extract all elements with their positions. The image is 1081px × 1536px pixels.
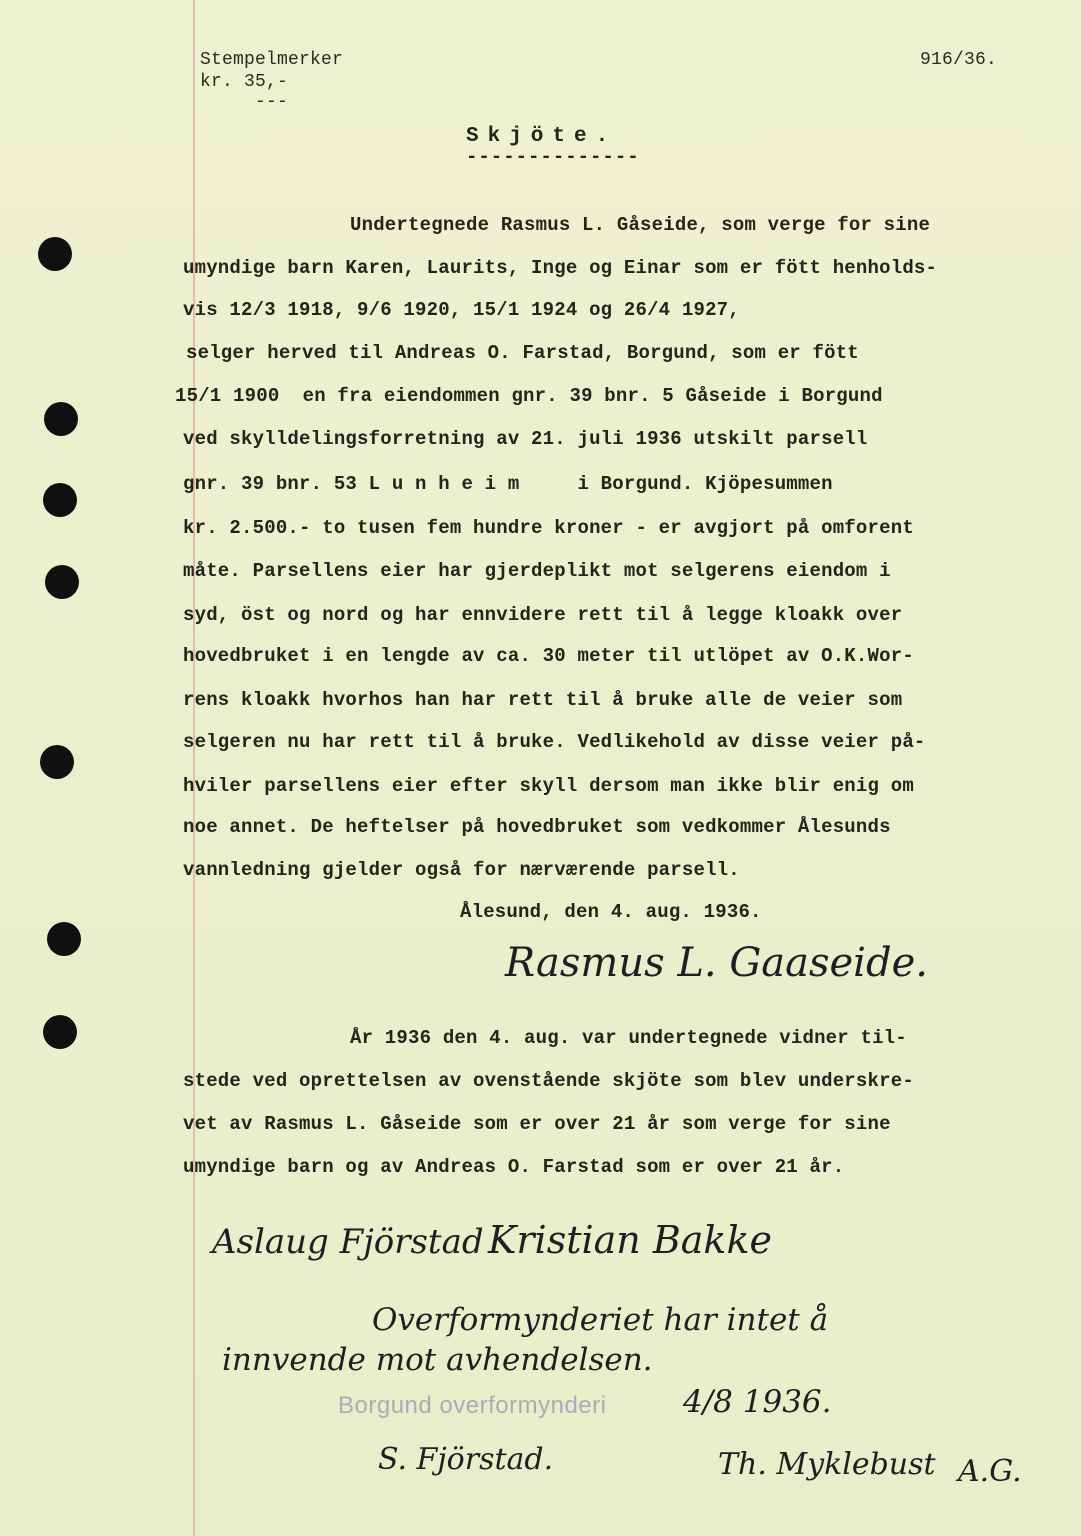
punch-hole	[38, 237, 72, 271]
margin-rule-line	[193, 0, 195, 1536]
body-line: umyndige barn Karen, Laurits, Inge og Einar som er fött henholds-	[183, 257, 938, 279]
witness-line: stede ved oprettelsen av ovenstående skjöte som blev underskre-	[183, 1070, 914, 1092]
punch-hole	[43, 1015, 77, 1049]
body-line: hviler parsellens eier efter skyll dersom man ikke blir enig om	[183, 775, 914, 797]
punch-hole	[40, 745, 74, 779]
body-line: selger herved til Andreas O. Farstad, Borgund, som er fött	[186, 342, 859, 364]
witness-line: vet av Rasmus L. Gåseide som er over 21 år som verge for sine	[183, 1113, 891, 1135]
body-line: ved skylldelingsforretning av 21. juli 1936 utskilt parsell	[183, 428, 868, 450]
witness-line: umyndige barn og av Andreas O. Farstad som er over 21 år.	[183, 1156, 845, 1178]
punch-hole	[43, 483, 77, 517]
body-line: hovedbruket i en lengde av ca. 30 meter til utlöpet av O.K.Wor-	[183, 645, 914, 667]
place-and-date: Ålesund, den 4. aug. 1936.	[460, 901, 762, 923]
approval-note-line: innvende mot avhendelsen.	[222, 1342, 653, 1378]
title-underline: --------------	[466, 146, 640, 168]
initials-ag: A.G.	[958, 1454, 1022, 1489]
signature-myklebust: Th. Myklebust	[718, 1447, 936, 1482]
witness-signature-second: Kristian Bakke	[488, 1218, 772, 1262]
stamp-date: 4/8 1936.	[683, 1384, 832, 1420]
punch-hole	[47, 922, 81, 956]
body-line: gnr. 39 bnr. 53 L u n h e i m i Borgund. Kjöpesummen	[183, 473, 833, 495]
body-line: 15/1 1900 en fra eiendommen gnr. 39 bnr. 5 Gåseide i Borgund	[175, 385, 883, 407]
overformynderi-stamp: Borgund overformynderi	[338, 1392, 607, 1419]
body-line: selgeren nu har rett til å bruke. Vedlikehold av disse veier på-	[183, 731, 926, 753]
body-line: noe annet. De heftelser på hovedbruket som vedkommer Ålesunds	[183, 816, 891, 838]
witness-signature-first: Aslaug Fjörstad	[212, 1222, 484, 1262]
stamp-duty-amount: kr. 35,-	[200, 72, 289, 92]
body-line: vis 12/3 1918, 9/6 1920, 15/1 1924 og 26/4 1927,	[183, 299, 740, 321]
punch-hole	[45, 565, 79, 599]
stamp-duty-dash: ---	[255, 92, 289, 112]
body-line: Undertegnede Rasmus L. Gåseide, som verge for sine	[350, 214, 931, 236]
seller-signature: Rasmus L. Gaaseide.	[505, 940, 928, 986]
body-line: måte. Parsellens eier har gjerdeplikt mot selgerens eiendom i	[183, 560, 891, 582]
approval-note-line: Overformynderiet har intet å	[372, 1302, 829, 1338]
signature-fjorstad: S. Fjörstad.	[378, 1442, 554, 1477]
body-line: kr. 2.500.- to tusen fem hundre kroner - er avgjort på omforent	[183, 517, 914, 539]
stamp-duty-label: Stempelmerker	[200, 50, 344, 70]
body-line: vannledning gjelder også for nærværende parsell.	[183, 859, 740, 881]
document-title: Skjöte.	[466, 125, 618, 148]
punch-hole	[44, 402, 78, 436]
body-line: syd, öst og nord og har ennvidere rett til å legge kloakk over	[183, 604, 903, 626]
body-line: rens kloakk hvorhos han har rett til å bruke alle de veier som	[183, 689, 903, 711]
document-reference-number: 916/36.	[920, 50, 998, 70]
witness-line: År 1936 den 4. aug. var undertegnede vidner til-	[350, 1027, 907, 1049]
